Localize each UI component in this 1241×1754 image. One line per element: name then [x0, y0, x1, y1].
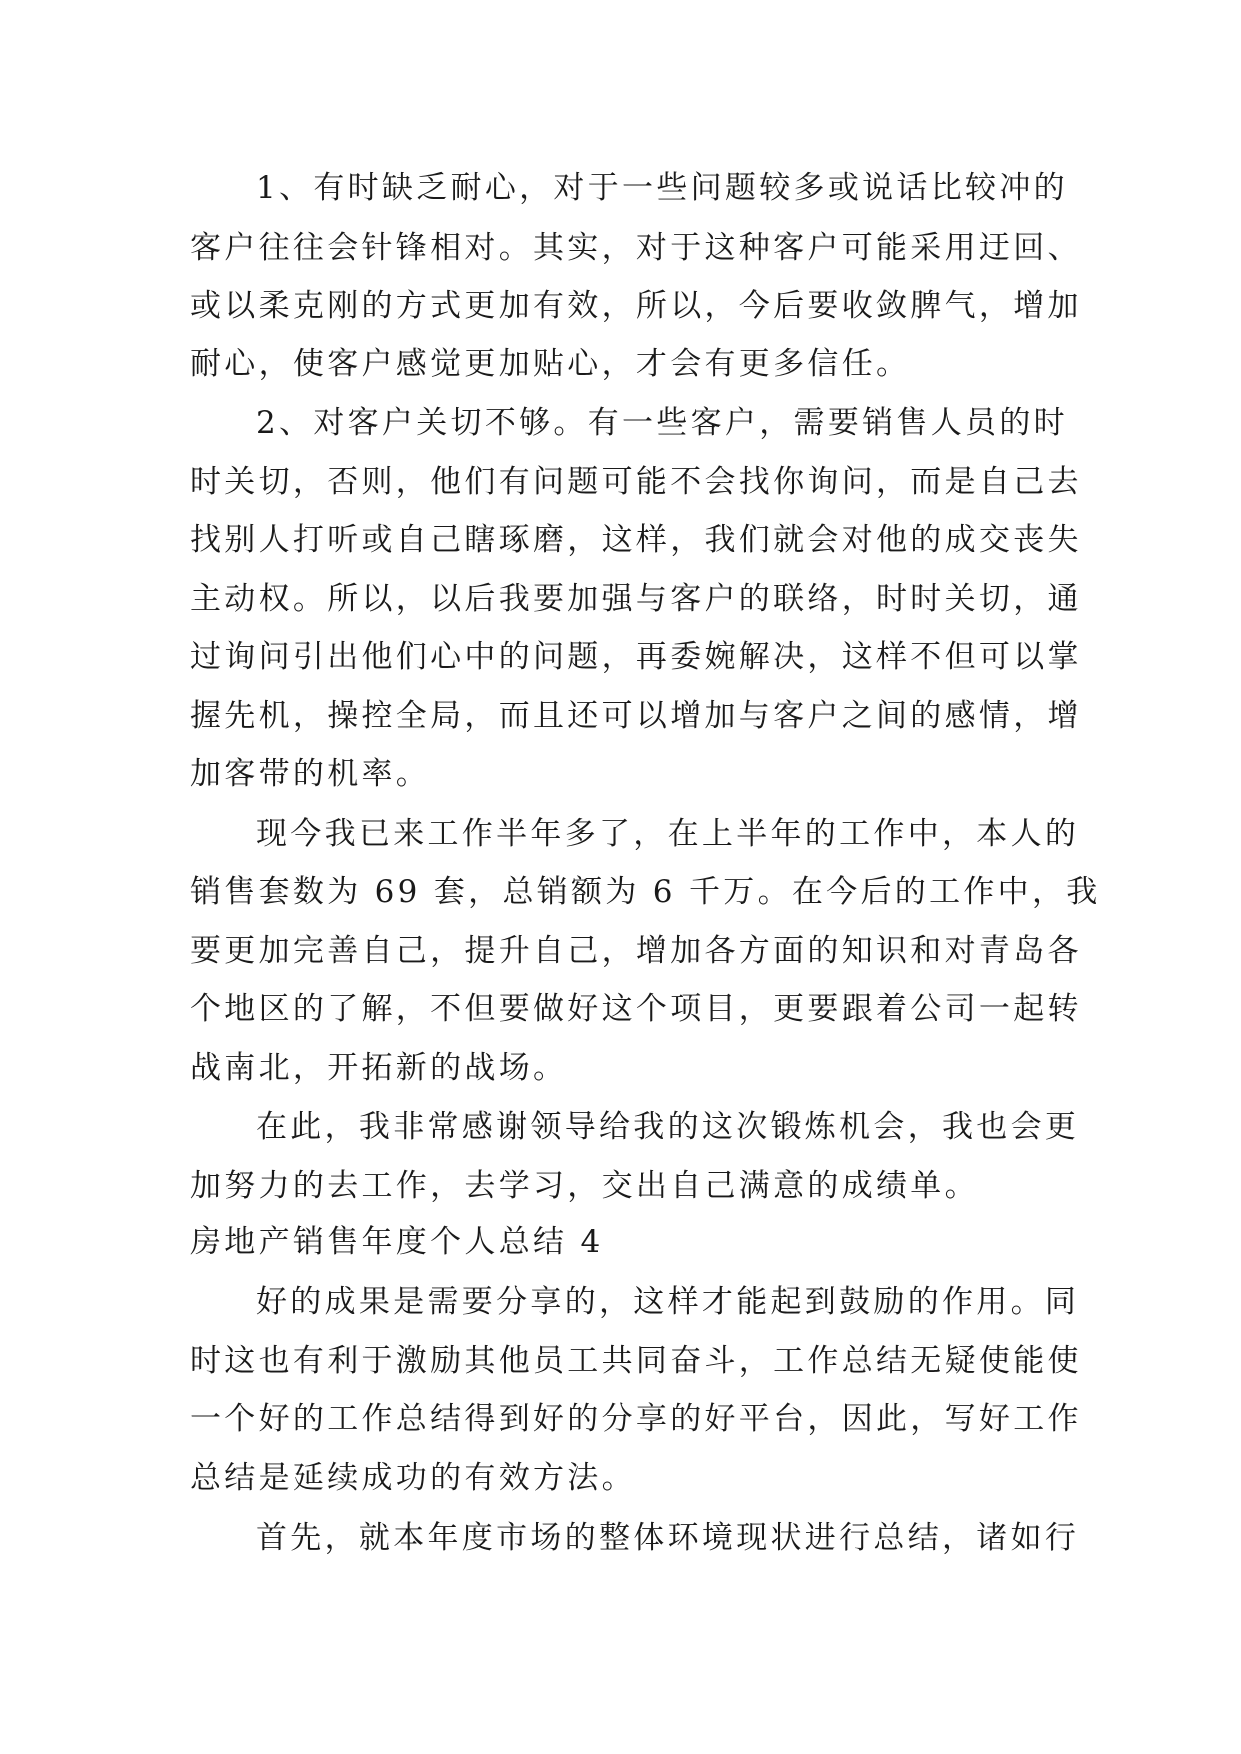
paragraph-3-line-2: 销售套数为 69 套，总销额为 6 千万。在今后的工作中，我	[190, 874, 1101, 910]
paragraph-2-line-6: 握先机，操控全局，而且还可以增加与客户之间的感情，增	[190, 698, 1082, 734]
paragraph-2-line-1: 2、对客户关切不够。有一些客户，需要销售人员的时	[256, 405, 1068, 441]
paragraph-2-line-3: 找别人打听或自己瞎琢磨，这样，我们就会对他的成交丧失	[190, 522, 1082, 558]
paragraph-5-line-3: 一个好的工作总结得到好的分享的好平台，因此，写好工作	[190, 1401, 1082, 1437]
paragraph-2-line-7: 加客带的机率。	[190, 756, 431, 792]
paragraph-3-line-4: 个地区的了解，不但要做好这个项目，更要跟着公司一起转	[190, 991, 1082, 1027]
section-heading: 房地产销售年度个人总结 4	[190, 1224, 604, 1260]
paragraph-1-line-1: 1、有时缺乏耐心，对于一些问题较多或说话比较冲的	[256, 170, 1068, 206]
paragraph-2-line-5: 过询问引出他们心中的问题，再委婉解决，这样不但可以掌	[190, 639, 1082, 675]
paragraph-3-line-5: 战南北，开拓新的战场。	[190, 1050, 568, 1086]
paragraph-2-line-4: 主动权。所以，以后我要加强与客户的联络，时时关切，通	[190, 581, 1082, 617]
paragraph-3-line-1: 现今我已来工作半年多了，在上半年的工作中，本人的	[256, 816, 1080, 852]
paragraph-6-line-1: 首先，就本年度市场的整体环境现状进行总结，诸如行	[256, 1520, 1080, 1556]
paragraph-5-line-4: 总结是延续成功的有效方法。	[190, 1460, 636, 1496]
paragraph-1-line-2: 客户往往会针锋相对。其实，对于这种客户可能采用迂回、	[190, 230, 1082, 266]
paragraph-5-line-1: 好的成果是需要分享的，这样才能起到鼓励的作用。同	[256, 1284, 1080, 1320]
paragraph-4-line-1: 在此，我非常感谢领导给我的这次锻炼机会，我也会更	[256, 1109, 1080, 1145]
paragraph-2-line-2: 时关切，否则，他们有问题可能不会找你询问，而是自己去	[190, 464, 1082, 500]
paragraph-1-line-3: 或以柔克刚的方式更加有效，所以，今后要收敛脾气，增加	[190, 288, 1082, 324]
paragraph-1-line-4: 耐心，使客户感觉更加贴心，才会有更多信任。	[190, 346, 911, 382]
paragraph-5-line-2: 时这也有利于激励其他员工共同奋斗，工作总结无疑使能使	[190, 1343, 1082, 1379]
paragraph-3-line-3: 要更加完善自己，提升自己，增加各方面的知识和对青岛各	[190, 933, 1082, 969]
paragraph-4-line-2: 加努力的去工作，去学习，交出自己满意的成绩单。	[190, 1168, 979, 1204]
